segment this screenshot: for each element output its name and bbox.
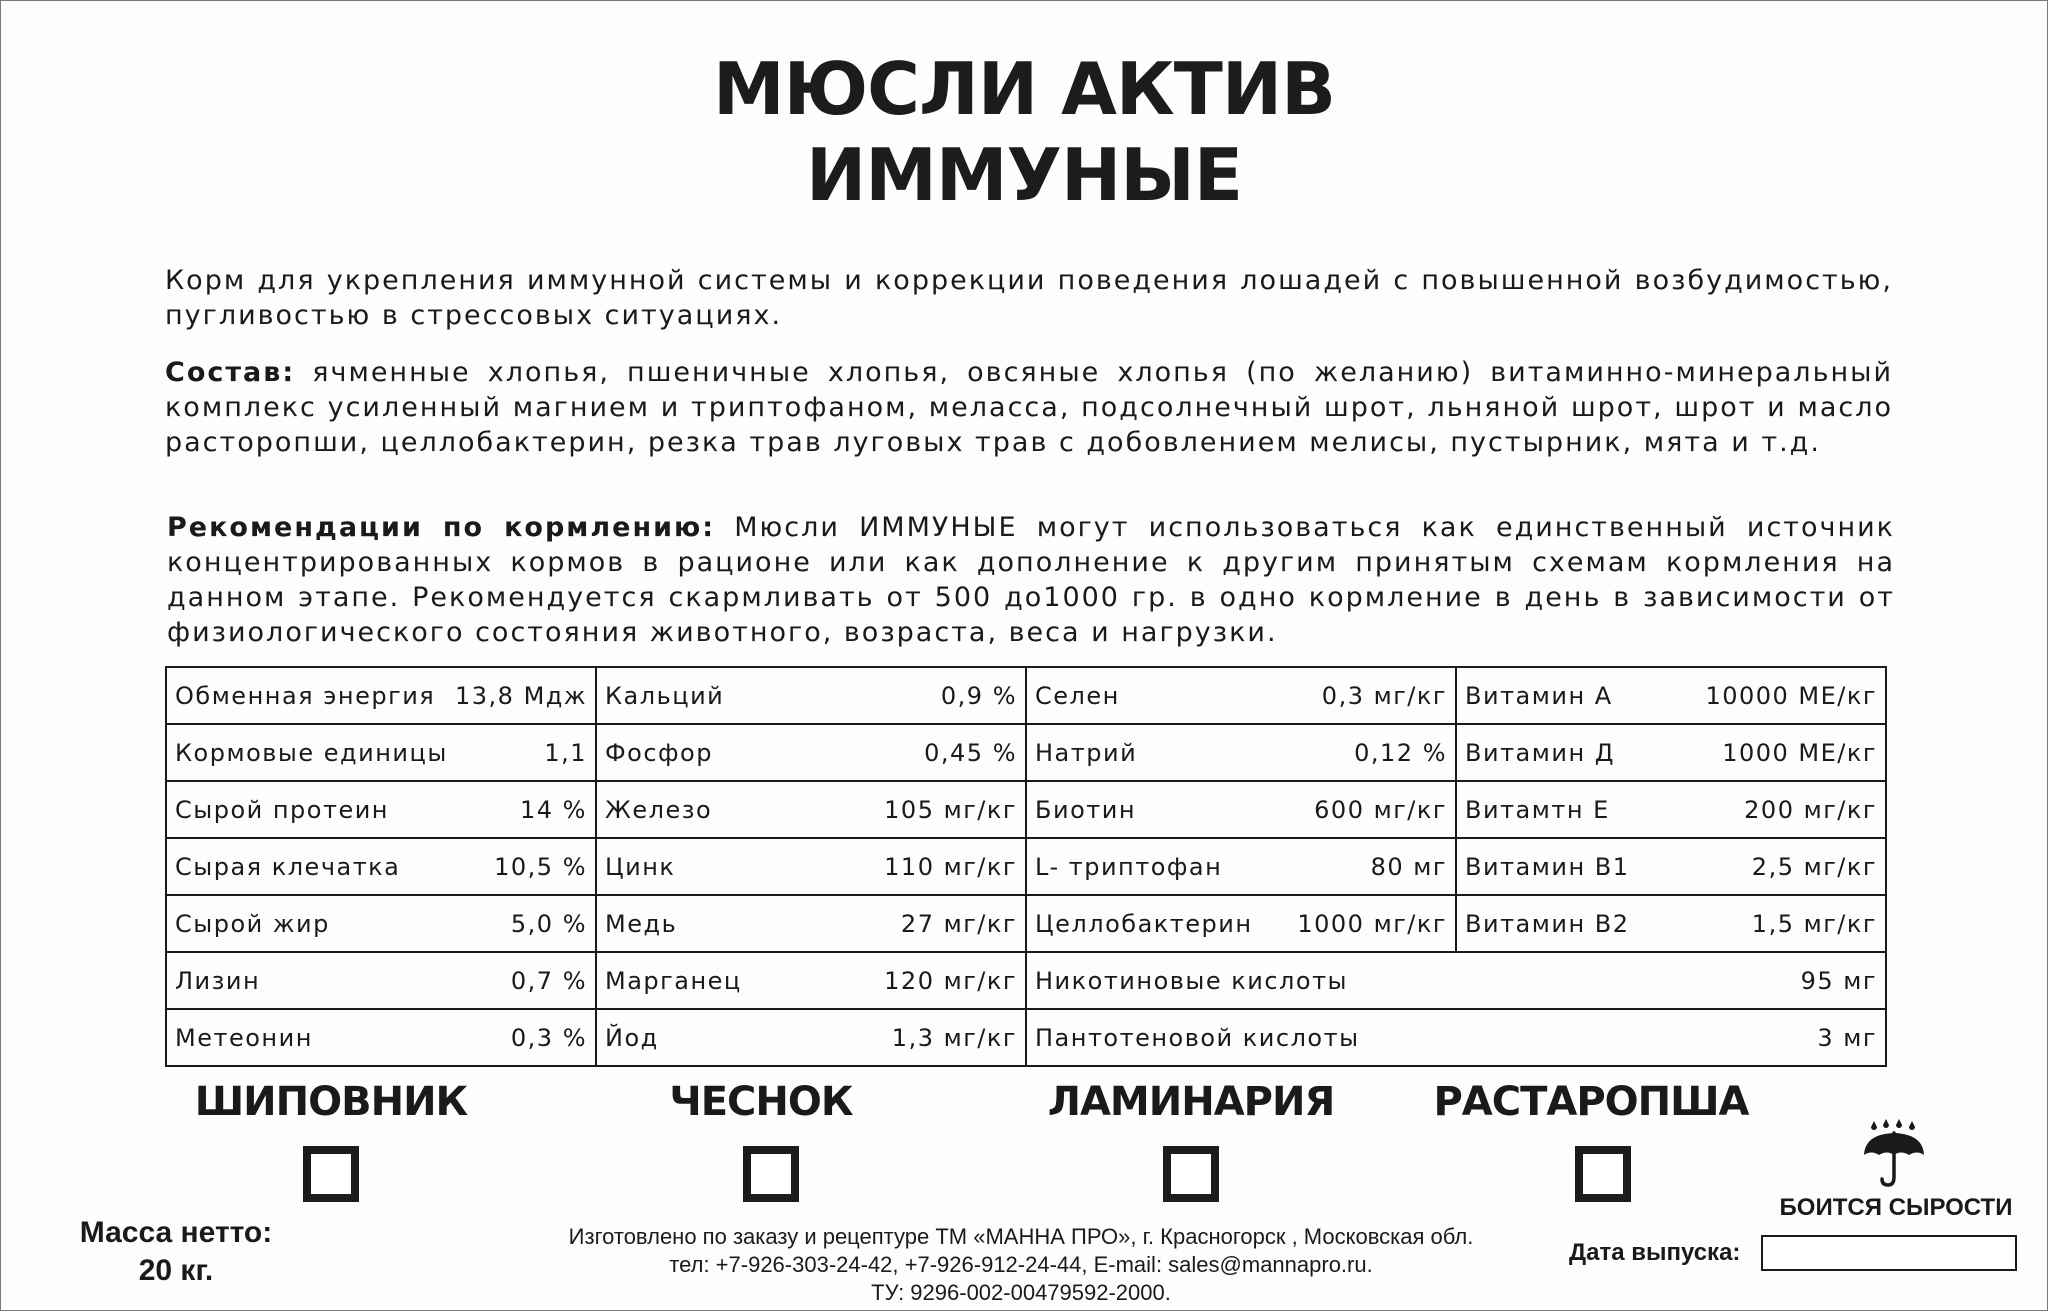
title-line-1: МЮСЛИ АКТИВ [713,47,1335,131]
table-cell [596,838,1026,895]
table-cell [166,667,596,724]
release-date-label: Дата выпуска: [1569,1239,1741,1266]
nutrient-value: 120 мг/кг [884,966,1017,995]
page-title [1,46,2047,218]
table-cell [596,952,1026,1009]
table-cell [596,781,1026,838]
table-cell [1456,895,1886,952]
nutrient-name: Марганец [605,966,742,995]
nutrient-cell [1465,853,1877,881]
table-cell [1456,724,1886,781]
table-row [166,838,1886,895]
net-weight-value: 20 кг. [138,1254,214,1287]
nutrient-name: Витамин Д [1465,738,1616,767]
nutrient-value: 10000 МЕ/кг [1705,681,1877,710]
nutrient-cell [605,682,1017,710]
option-checkbox-milk-thistle[interactable] [1575,1146,1631,1202]
nutrient-cell [1465,910,1877,938]
nutrient-name: Метеонин [175,1023,313,1052]
table-cell [1026,667,1456,724]
nutrient-name: Цинк [605,852,676,881]
nutrient-cell [1465,739,1877,767]
option-checkbox-garlic[interactable] [743,1146,799,1202]
nutrient-name: Натрий [1035,738,1138,767]
table-cell [1026,724,1456,781]
composition-text: ячменные хлопья, пшеничные хлопья, овсяные хлопья (по желанию) витаминно-минеральный комплекс усиленный магнием и триптофаном, меласса, подсолнечный шрот, льняной шрот, шрот и масло расторопши, целлобактерин, резка трав луговых трав с добовлением мелисы, пустырник, мята и т.д. [165,357,1893,458]
table-row [166,781,1886,838]
table-row [166,952,1886,1009]
nutrient-name: Сырой жир [175,909,330,938]
net-weight-label: Масса нетто: [79,1216,273,1249]
nutrient-cell [1035,796,1447,824]
nutrient-cell [605,910,1017,938]
nutrient-value: 0,3 мг/кг [1321,681,1447,710]
nutrient-name: Витамин В2 [1465,909,1630,938]
net-weight [51,1214,301,1290]
table-cell [1456,667,1886,724]
nutrient-value: 600 мг/кг [1314,795,1447,824]
nutrient-value: 14 % [520,795,587,824]
nutrient-value: 0,7 % [510,966,587,995]
table-row [166,724,1886,781]
nutrient-cell [175,1024,587,1052]
table-cell [596,667,1026,724]
nutrient-name: Биотин [1035,795,1137,824]
option-checkbox-rosehip[interactable] [303,1146,359,1202]
description: Корм для укрепления иммунной системы и коррекции поведения лошадей с повышенной возбудимостью, пугливостью в стрессовых ситуациях. [165,265,1893,331]
nutrient-value: 95 мг [1800,966,1877,995]
table-cell [1026,781,1456,838]
table-cell [1026,838,1456,895]
recommendations-text: Мюсли ИММУНЫЕ могут использоваться как единственный источник концентрированных кормов в рационе или как дополнение к другим принятым схемам кормления на данном этапе. Рекомендуется скармливать от 500 до1000 гр. в одно кормление в день в зависимости от физиологического состояния животного, возраста, веса и нагрузки. [167,512,1895,648]
nutrient-name: Обменная энергия [175,681,436,710]
nutrient-name: Витамин А [1465,681,1613,710]
nutrient-cell [1035,739,1447,767]
nutrient-cell [1465,796,1877,824]
nutrient-cell [1035,1024,1877,1052]
table-cell [166,952,596,1009]
nutrient-name: Витамтн Е [1465,795,1610,824]
table-cell [596,895,1026,952]
nutrient-cell [605,967,1017,995]
nutrient-name: Сырая клечатка [175,852,401,881]
table-cell [596,1009,1026,1066]
nutrient-cell [1035,910,1447,938]
option-label-garlic: ЧЕСНОК [669,1079,853,1125]
table-row [166,895,1886,952]
table-row [166,667,1886,724]
nutrient-name: L- триптофан [1035,852,1223,881]
nutrient-cell [1035,853,1447,881]
manufacturer-info [481,1223,1561,1307]
table-cell [166,838,596,895]
nutrient-value: 3 мг [1817,1023,1877,1052]
nutrient-name: Никотиновые кислоты [1035,966,1349,995]
nutrient-cell [605,853,1017,881]
nutrient-value: 0,3 % [510,1023,587,1052]
nutrient-name: Селен [1035,681,1120,710]
nutrient-value: 0,12 % [1354,738,1447,767]
nutrient-value: 110 мг/кг [884,852,1017,881]
nutrient-name: Сырой протеин [175,795,389,824]
table-cell [166,724,596,781]
umbrella-icon [1861,1119,1927,1189]
nutrient-cell [605,1024,1017,1052]
nutrient-cell [175,967,587,995]
title-line-2: ИММУНЫЕ [805,133,1243,217]
nutrient-value: 10,5 % [494,852,587,881]
nutrient-cell [175,853,587,881]
nutrient-value: 105 мг/кг [884,795,1017,824]
table-cell [596,724,1026,781]
nutrient-name: Кальций [605,681,725,710]
table-cell [1456,781,1886,838]
option-label-rosehip: ШИПОВНИК [194,1079,468,1125]
table-cell [1026,952,1886,1009]
nutrient-value: 27 мг/кг [900,909,1017,938]
nutrient-cell [1035,682,1447,710]
nutrient-cell [175,739,587,767]
nutrient-value: 2,5 мг/кг [1751,852,1877,881]
nutrient-cell [175,910,587,938]
nutrition-table [165,666,1887,1067]
nutrient-value: 1,1 [544,738,587,767]
table-cell [1456,838,1886,895]
nutrient-cell [1035,967,1877,995]
nutrient-cell [175,796,587,824]
nutrient-cell [605,739,1017,767]
nutrient-name: Кормовые единицы [175,738,448,767]
table-cell [166,1009,596,1066]
option-label-milk-thistle: РАСТАРОПША [1433,1079,1749,1125]
nutrient-name: Йод [605,1023,659,1052]
nutrient-name: Витамин В1 [1465,852,1630,881]
nutrient-name: Железо [605,795,713,824]
nutrient-value: 5,0 % [510,909,587,938]
option-label-kelp: ЛАМИНАРИЯ [1047,1079,1335,1125]
nutrient-value: 0,9 % [940,681,1017,710]
nutrient-cell [1465,682,1877,710]
nutrient-value: 13,8 Мдж [455,681,587,710]
manufacturer-line: Изготовлено по заказу и рецептуре ТМ «МАННА ПРО», г. Красногорск , Московская обл. [568,1224,1474,1249]
nutrient-value: 80 мг [1370,852,1447,881]
nutrient-name: Фосфор [605,738,713,767]
recommendations-label: Рекомендации по кормлению: [167,512,716,543]
composition [165,355,1893,460]
nutrient-name: Медь [605,909,678,938]
nutrient-value: 0,45 % [924,738,1017,767]
table-cell [1026,1009,1886,1066]
table-cell [166,895,596,952]
nutrient-value: 1,5 мг/кг [1751,909,1877,938]
nutrient-name: Пантотеновой кислоты [1035,1023,1360,1052]
option-checkbox-kelp[interactable] [1163,1146,1219,1202]
nutrient-name: Лизин [175,966,261,995]
moisture-warning: БОИТСЯ СЫРОСТИ [1779,1194,2013,1221]
composition-label: Состав: [165,357,296,388]
nutrient-value: 200 мг/кг [1744,795,1877,824]
nutrient-cell [175,682,587,710]
nutrient-value: 1000 мг/кг [1297,909,1447,938]
spec-line: ТУ: 9296-002-00479592-2000. [871,1280,1171,1305]
nutrient-value: 1,3 мг/кг [891,1023,1017,1052]
nutrient-value: 1000 МЕ/кг [1722,738,1877,767]
table-row [166,1009,1886,1066]
nutrient-name: Целлобактерин [1035,909,1253,938]
contact-line: тел: +7-926-303-24-42, +7-926-912-24-44, E-mail: sales@mannapro.ru. [669,1252,1373,1277]
release-date-field[interactable] [1761,1235,2017,1271]
nutrient-cell [605,796,1017,824]
recommendations [167,510,1895,650]
table-cell [1026,895,1456,952]
table-cell [166,781,596,838]
